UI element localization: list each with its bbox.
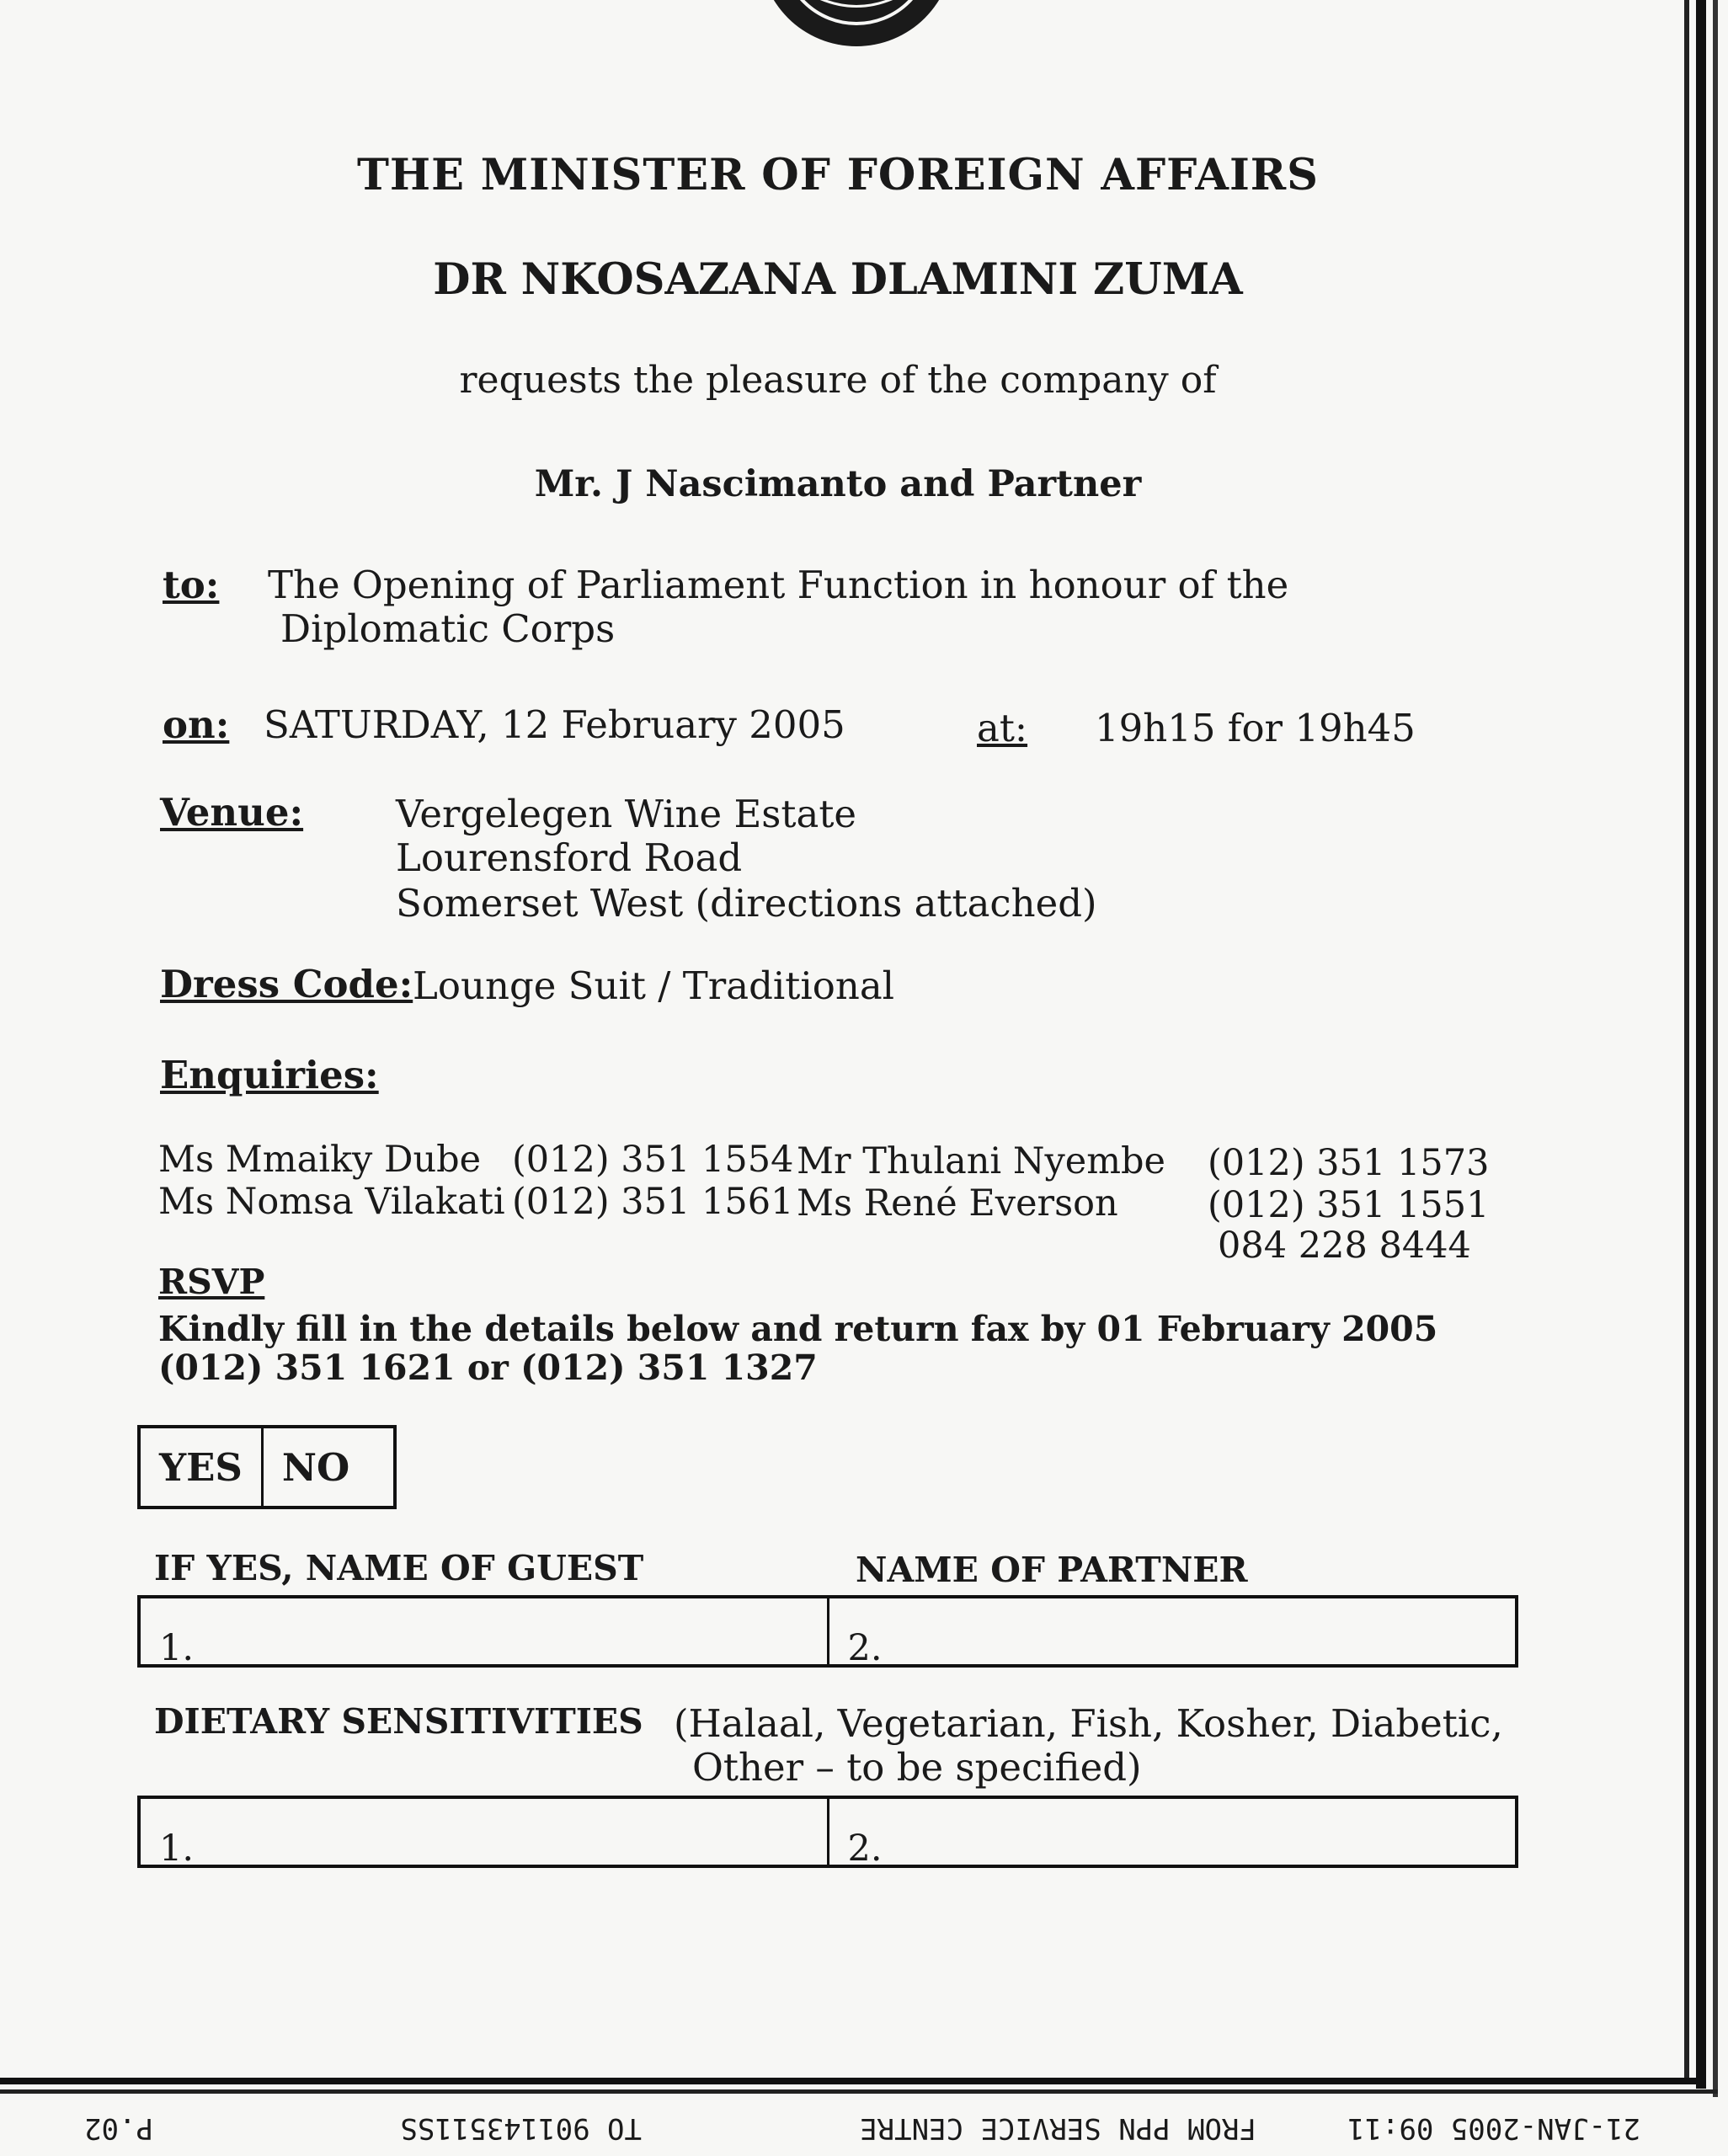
contact-mobile: 084 228 8444 — [1218, 1225, 1471, 1267]
contact-phone: (012) 351 1551 — [1208, 1184, 1490, 1226]
guest-name: Mr. J Nascimanto and Partner — [534, 463, 1142, 505]
contact-phone: (012) 351 1554 — [512, 1139, 794, 1181]
dietary-options-line1: (Halaal, Vegetarian, Fish, Kosher, Diabetic, — [674, 1701, 1503, 1746]
to-label: to: — [163, 563, 220, 607]
fax-page: P.02 — [84, 2111, 153, 2145]
fax-border-bottom — [0, 2078, 1701, 2084]
fax-from: FROM PPN SERVICE CENTRE — [860, 2111, 1256, 2145]
fax-border-right — [1696, 0, 1706, 2089]
fax-header-strip — [0, 2101, 1728, 2152]
partner-name-field[interactable]: 2. — [827, 1598, 1516, 1664]
dietary-field-2[interactable]: 2. — [827, 1799, 1516, 1865]
partner-name-label: NAME OF PARTNER — [856, 1550, 1248, 1590]
contact-phone: (012) 351 1561 — [512, 1181, 794, 1223]
dietary-field-1[interactable]: 1. — [159, 1828, 195, 1870]
fax-datetime: 21-JAN-2005 09:11 — [1347, 2111, 1640, 2145]
dress-code-value: Lounge Suit / Traditional — [413, 963, 895, 1008]
emblem-seal-icon — [755, 0, 957, 51]
invitation-title: THE MINISTER OF FOREIGN AFFAIRS — [356, 150, 1320, 200]
contact-name: Ms Nomsa Vilakati — [158, 1181, 505, 1223]
contact-phone: (012) 351 1573 — [1208, 1142, 1490, 1184]
venue-line2: Lourensford Road — [396, 835, 743, 880]
dietary-options-line2: Other – to be specified) — [692, 1745, 1142, 1790]
yes-option[interactable]: YES — [139, 1427, 262, 1508]
contact-name: Mr Thulani Nyembe — [797, 1140, 1165, 1182]
rsvp-label: RSVP — [158, 1262, 265, 1302]
fax-to: TO 901143511SS — [400, 2111, 642, 2145]
rsvp-instruction: Kindly fill in the details below and return fax by 01 February 2005 — [158, 1309, 1438, 1349]
event-description-line2: Diplomatic Corps — [280, 606, 616, 651]
fax-border-bottom — [0, 2089, 1718, 2094]
fax-border-right — [1713, 0, 1718, 2097]
yes-no-box — [137, 1425, 397, 1509]
no-option[interactable]: NO — [262, 1427, 395, 1508]
event-time: 19h15 for 19h45 — [1095, 706, 1416, 750]
guest-name-label: IF YES, NAME OF GUEST — [154, 1548, 644, 1588]
contact-name: Ms Mmaiky Dube — [158, 1139, 482, 1181]
dress-code-label: Dress Code: — [160, 962, 413, 1006]
minister-name: DR NKOSAZANA DLAMINI ZUMA — [433, 254, 1243, 305]
venue-line3: Somerset West (directions attached) — [396, 881, 1097, 926]
on-label: on: — [163, 702, 230, 747]
event-description-line1: The Opening of Parliament Function in honour of the — [268, 563, 1289, 607]
fax-border-right — [1684, 0, 1689, 2079]
guest-names-grid — [137, 1595, 1518, 1668]
event-date: SATURDAY, 12 February 2005 — [264, 702, 845, 747]
dietary-label: DIETARY SENSITIVITIES — [154, 1701, 643, 1742]
enquiries-label: Enquiries: — [160, 1053, 379, 1097]
contact-name: Ms René Everson — [797, 1182, 1118, 1225]
dietary-grid — [137, 1796, 1518, 1868]
at-label: at: — [977, 706, 1028, 750]
venue-line1: Vergelegen Wine Estate — [396, 792, 857, 836]
guest-name-field[interactable]: 1. — [159, 1627, 195, 1669]
venue-label: Venue: — [160, 790, 304, 835]
request-line: requests the pleasure of the company of — [459, 359, 1217, 402]
rsvp-fax-numbers: (012) 351 1621 or (012) 351 1327 — [158, 1348, 818, 1388]
